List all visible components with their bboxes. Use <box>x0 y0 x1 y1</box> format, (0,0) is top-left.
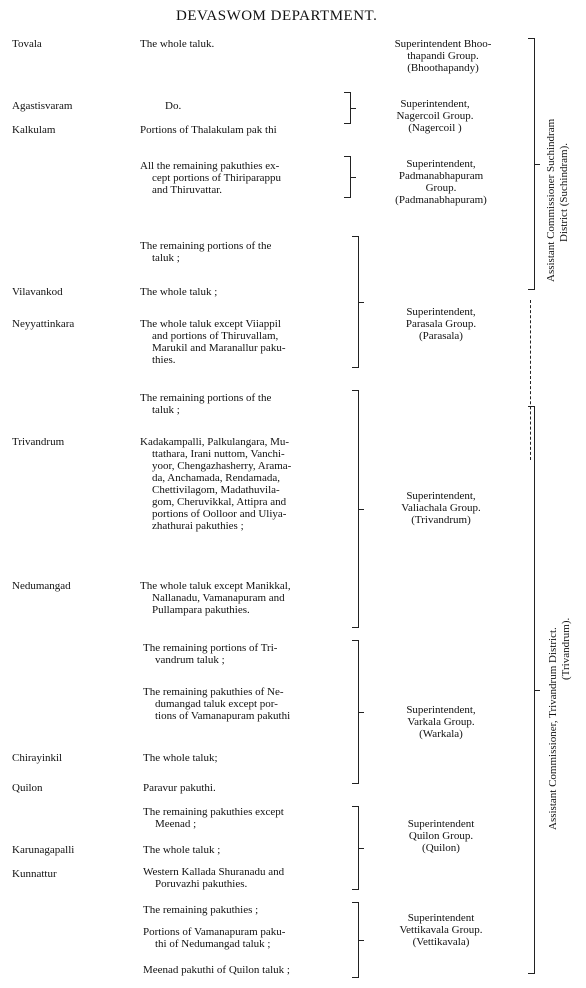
group-nagercoil: Superintendent, Nagercoil Group. (Nagercoil ) <box>396 98 474 134</box>
group-vettikavala: Superintendent Vettikavala Group. (Vettikavala) <box>399 912 483 948</box>
group-bhoothapandi: Superintendent Bhoo- thapandi Group. (Bhoothapandy) <box>394 38 492 74</box>
bracket <box>352 640 359 784</box>
area-block: All the remaining pakuthies ex- cept portions of Thiriparappu and Thiruvattar. <box>140 160 282 196</box>
bracket <box>352 902 359 978</box>
group-parasala: Superintendent, Parasala Group. (Parasala) <box>405 306 477 342</box>
bracket <box>528 406 535 974</box>
area-block: The remaining portions of Tri- vandrum taluk ; <box>143 642 278 666</box>
taluk-quilon: Quilon <box>12 782 43 794</box>
area-block: Kadakampalli, Palkulangara, Mu- ttathara, Irani nuttom, Vanchi- yoor, Chengazhasherry, Arama- da, Anchamada, Rendamada, Chettivilagom, Madathuvila- gom, Cheruvikkal, Attipra and portions of Oolloor and Uliya- zhathurai pakuthies ; <box>140 436 292 532</box>
area-text: Paravur pakuthi. <box>143 782 216 794</box>
area-text: Meenad pakuthi of Quilon taluk ; <box>143 964 290 976</box>
taluk-kalkulam: Kalkulam <box>12 124 56 136</box>
taluk-trivandrum: Trivandrum <box>12 436 65 448</box>
commissioner-trivandrum: Assistant Commissioner, Trivandrum District. (Trivandrum). <box>547 617 572 830</box>
area-text: Do. <box>165 100 182 112</box>
area-text: The remaining pakuthies ; <box>143 904 259 916</box>
area-text: The whole taluk. <box>140 38 215 50</box>
taluk-agastisvaram: Agastisvaram <box>12 100 73 112</box>
group-padmanabhapuram: Superintendent, Padmanabhapuram Group. (Padmanabhapuram) <box>395 158 487 206</box>
taluk-chirayinkil: Chirayinkil <box>12 752 63 764</box>
area-block: Portions of Vamanapuram paku- thi of Nedumangad taluk ; <box>143 926 286 950</box>
bracket <box>352 236 359 368</box>
page-title: DEVASWOM DEPARTMENT. <box>176 8 378 24</box>
taluk-neyyattinkara: Neyyattinkara <box>12 318 75 330</box>
area-block: The whole taluk except Manikkal, Nallanadu, Vamanapuram and Pullampara pakuthies. <box>140 580 291 616</box>
area-text: The whole taluk ; <box>140 286 218 298</box>
area-block: The remaining pakuthies of Ne- dumangad taluk except por- tions of Vamanapuram pakuthi <box>143 686 291 722</box>
bracket <box>352 806 359 890</box>
area-block: Western Kallada Shuranadu and Poruvazhi pakuthies. <box>143 866 285 890</box>
group-valiachala: Superintendent, Valiachala Group. (Trivandrum) <box>401 490 481 526</box>
taluk-tovala: Tovala <box>12 38 42 50</box>
bracket <box>344 156 351 198</box>
area-text: The whole taluk; <box>143 752 218 764</box>
area-block: The whole taluk except Viiappil and portions of Thiruvallam, Marukil and Maranallur paku- thies. <box>140 318 286 366</box>
bracket <box>528 38 535 290</box>
group-quilon: Superintendent Quilon Group. (Quilon) <box>407 818 475 854</box>
area-block: The remaining portions of the taluk ; <box>140 240 272 264</box>
commissioner-suchindram: Assistant Commissioner Suchindram District (Suchindram). <box>545 118 570 282</box>
taluk-kunnattur: Kunnattur <box>12 868 57 880</box>
bracket <box>352 390 359 628</box>
taluk-karunagapalli: Karunagapalli <box>12 844 75 856</box>
area-text: Portions of Thalakulam pak thi <box>140 124 277 136</box>
taluk-nedumangad: Nedumangad <box>12 580 71 592</box>
group-varkala: Superintendent, Varkala Group. (Warkala) <box>406 704 476 740</box>
area-block: The remaining portions of the taluk ; <box>140 392 272 416</box>
area-block: The remaining pakuthies except Meenad ; <box>143 806 284 830</box>
taluk-vilavankod: Vilavankod <box>12 286 63 298</box>
area-text: The whole taluk ; <box>143 844 221 856</box>
bracket <box>344 92 351 124</box>
